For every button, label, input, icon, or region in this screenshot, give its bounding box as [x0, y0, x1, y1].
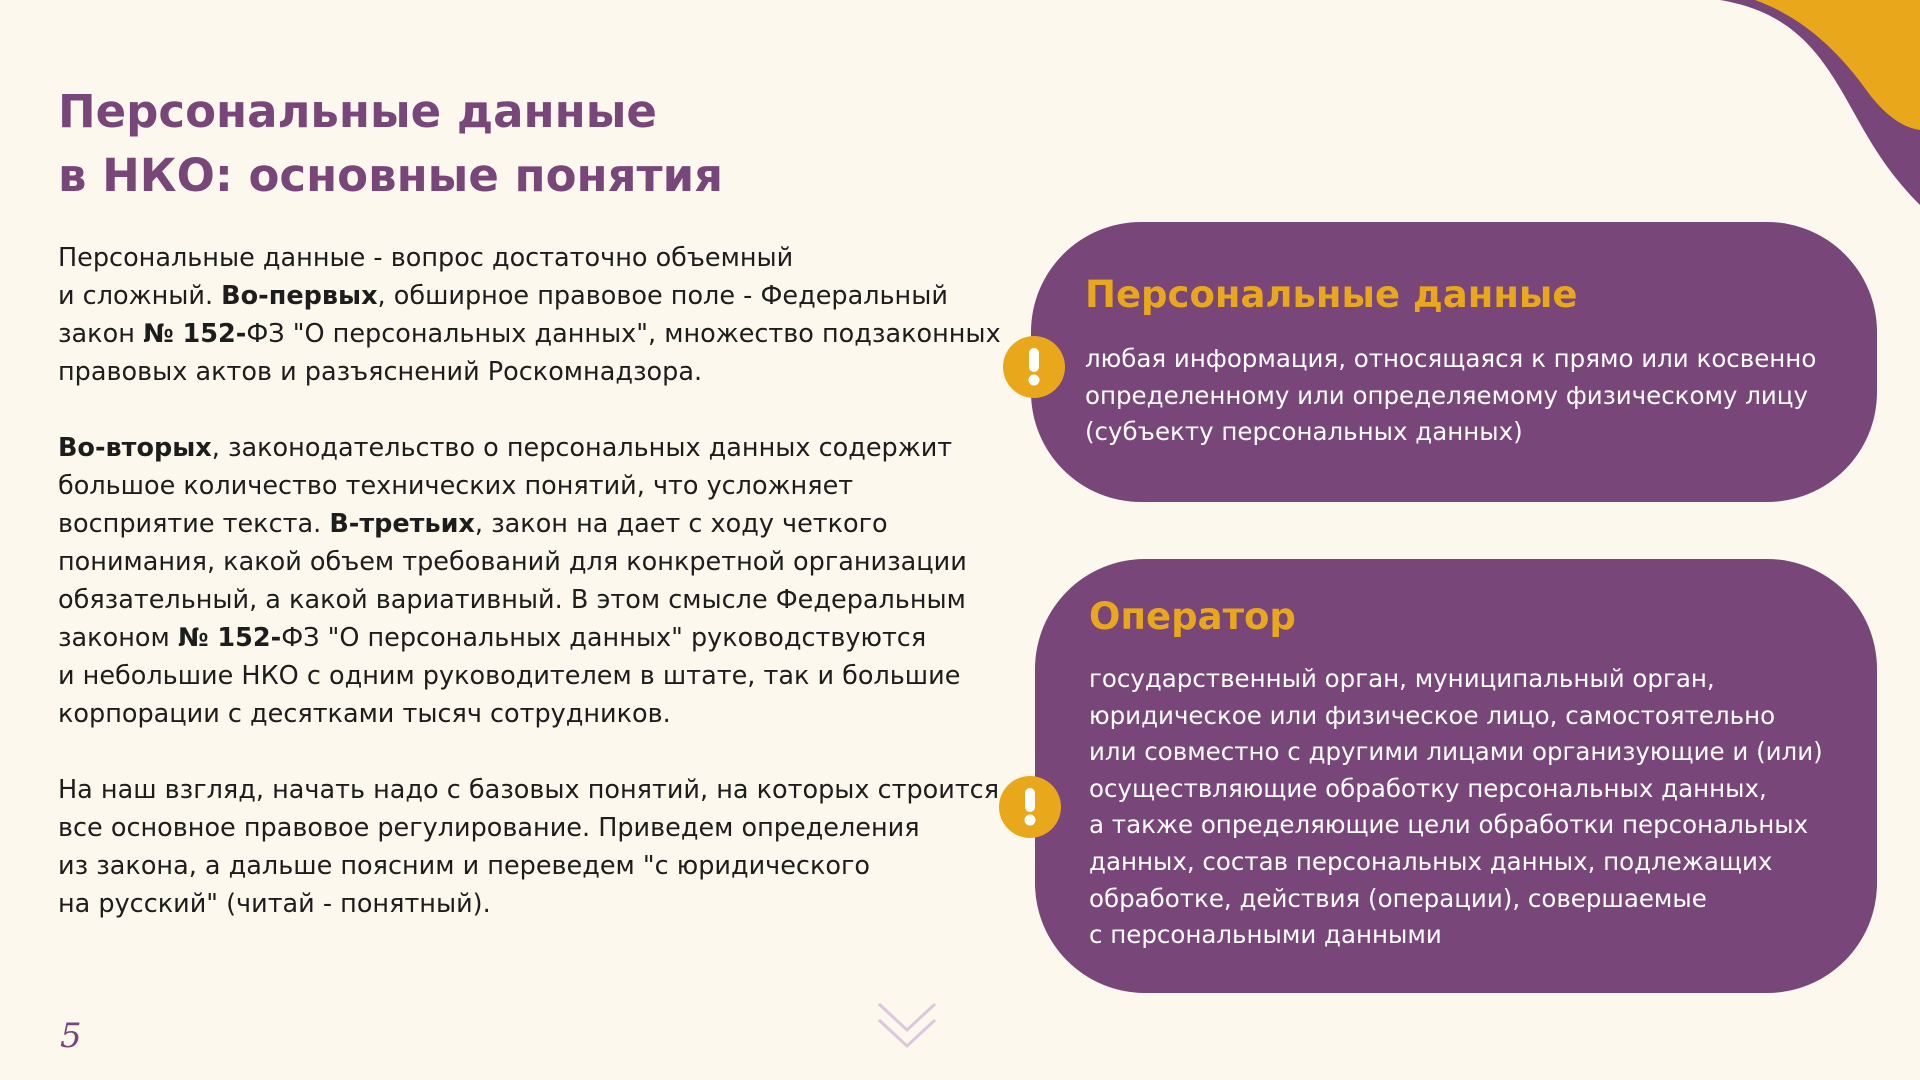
- body-text-line: [58, 809, 1018, 847]
- page-title: [58, 80, 858, 208]
- text-run: из закона, а дальше поясним и переведем "с юридического: [58, 851, 870, 881]
- body-paragraph-2: [58, 429, 1018, 733]
- text-run: , обширное правовое поле - Федеральный: [377, 281, 948, 311]
- text-run: корпорации с десятками тысяч сотрудников.: [58, 699, 671, 729]
- card-text-line: данных, состав персональных данных, подлежащих: [1089, 846, 1773, 876]
- text-run: законом: [58, 623, 178, 653]
- bold-text-run: Во-вторых: [58, 433, 212, 463]
- text-run: большое количество технических понятий, что усложняет: [58, 471, 854, 501]
- text-run: закон: [58, 319, 143, 349]
- text-run: понимания, какой объем требований для конкретной организации: [58, 547, 967, 577]
- text-run: все основное правовое регулирование. Приведем определения: [58, 813, 920, 843]
- body-text-line: [58, 429, 1018, 467]
- page-title-line-1: Персональные данные: [58, 85, 657, 138]
- card-definition-text: [1089, 661, 1823, 954]
- bold-text-run: Во-первых: [221, 281, 378, 311]
- bold-text-run: В-третьих: [329, 509, 475, 539]
- exclamation-icon: [1003, 336, 1065, 398]
- body-text-line: [58, 619, 1018, 657]
- body-text-line: [58, 467, 1018, 505]
- bold-text-run: № 152-: [177, 623, 282, 653]
- text-run: ФЗ "О персональных данных" руководствуются: [281, 623, 927, 653]
- card-text-line: а также определяющие цели обработки персональных: [1089, 810, 1809, 840]
- card-text-line: юридическое или физическое лицо, самостоятельно: [1089, 700, 1776, 730]
- text-run: на русский" (читай - понятный).: [58, 889, 491, 919]
- body-text-line: [58, 771, 1018, 809]
- text-run: , закон на дает с ходу четкого: [474, 509, 888, 539]
- text-run: и небольшие НКО с одним руководителем в штате, так и большие: [58, 661, 961, 691]
- body-text-line: [58, 353, 1018, 391]
- card-text-line: (субъекту персональных данных): [1085, 417, 1523, 447]
- body-text-line: [58, 657, 1018, 695]
- text-run: правовых актов и разъяснений Роскомнадзора.: [58, 357, 703, 387]
- text-run: , законодательство о персональных данных содержит: [211, 433, 953, 463]
- text-run: обязательный, а какой вариативный. В этом смысле Федеральным: [58, 585, 966, 615]
- page-number: 5: [60, 1016, 82, 1056]
- card-title: Оператор: [1089, 595, 1296, 638]
- card-text-line: с персональными данными: [1089, 920, 1442, 950]
- body-paragraph-3: [58, 771, 1018, 923]
- card-text-line: определенному или определяемому физическому лицу: [1085, 380, 1808, 410]
- double-chevron-down-icon[interactable]: [875, 998, 939, 1054]
- body-text: [58, 239, 1018, 923]
- bold-text-run: № 152-: [142, 319, 247, 349]
- text-run: и сложный.: [58, 281, 222, 311]
- body-text-line: [58, 581, 1018, 619]
- body-text-line: [58, 239, 1018, 277]
- card-title: Персональные данные: [1085, 273, 1578, 316]
- corner-decoration: [1660, 0, 1920, 210]
- body-paragraph-1: [58, 239, 1018, 391]
- text-run: На наш взгляд, начать надо с базовых понятий, на которых строится: [58, 775, 1000, 805]
- definition-card-operator: [1035, 559, 1877, 993]
- body-text-line: [58, 543, 1018, 581]
- body-text-line: [58, 695, 1018, 733]
- body-text-line: [58, 885, 1018, 923]
- card-definition-text: [1085, 341, 1816, 451]
- card-text-line: государственный орган, муниципальный орган,: [1089, 664, 1715, 693]
- text-run: ФЗ "О персональных данных", множество подзаконных: [246, 319, 1001, 349]
- body-text-line: [58, 505, 1018, 543]
- text-run: восприятие текста.: [58, 509, 330, 539]
- card-text-line: осуществляющие обработку персональных данных,: [1089, 773, 1767, 803]
- definition-card-personal-data: [1031, 222, 1877, 502]
- card-text-line: или совместно с другими лицами организующие и (или): [1089, 737, 1823, 767]
- body-text-line: [58, 277, 1018, 315]
- text-run: Персональные данные - вопрос достаточно объемный: [58, 243, 794, 273]
- page-title-line-2: в НКО: основные понятия: [58, 149, 724, 202]
- card-text-line: любая информация, относящаяся к прямо или косвенно: [1085, 344, 1817, 373]
- card-text-line: обработке, действия (операции), совершаемые: [1089, 883, 1707, 913]
- body-text-line: [58, 847, 1018, 885]
- body-text-line: [58, 315, 1018, 353]
- exclamation-icon: [999, 776, 1061, 838]
